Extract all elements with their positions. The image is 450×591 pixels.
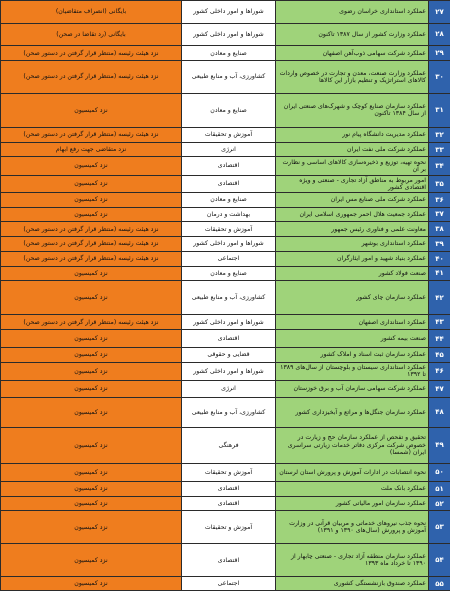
category-cell: کشاورزی، آب و منابع طبیعی (182, 398, 276, 427)
status-cell: نزد کمیسیون (1, 427, 182, 463)
row-number: ۴۸ (429, 398, 450, 427)
subject-cell: عملکرد شرکت ملی صنایع مس ایران (276, 192, 429, 207)
category-cell: اجتماعی (182, 251, 276, 266)
row-number: ۳۲ (429, 127, 450, 142)
subject-cell: عملکرد وزارت کشور از سال ۱۳۸۷ تاکنون (276, 23, 429, 46)
category-cell: آموزش و تحقیقات (182, 463, 276, 481)
table-row (1, 1, 450, 24)
status-cell: نزد کمیسیون (1, 511, 182, 544)
table-row (1, 544, 450, 577)
status-cell: نزد هیئت رئیسه (منتظر قرار گرفتن در دستور صحن) (1, 127, 182, 142)
row-number: ۳۰ (429, 61, 450, 94)
subject-cell: عملکرد استانداری بوشهر (276, 237, 429, 252)
table-row (1, 330, 450, 348)
subject-cell: عملکرد سازمان صنایع کوچک و شهرک‌های صنعتی ایران از سال ۱۳۸۴ تاکنون (276, 93, 429, 127)
row-number: ۳۹ (429, 237, 450, 252)
table-row (1, 157, 450, 175)
table-row (1, 481, 450, 496)
row-number: ۴۲ (429, 281, 450, 315)
subject-cell: صنعت فولاد کشور (276, 266, 429, 281)
subject-cell: عملکرد سازمان چای کشور (276, 281, 429, 315)
subject-cell: عملکرد مدیریت دانشگاه پیام نور (276, 127, 429, 142)
row-number: ۳۴ (429, 157, 450, 175)
subject-cell: تحقیق و تفحص از عملکرد سازمان حج و زیارت در خصوص شرکت مرکزی دفاتر خدمات زیارتی سراسری ایران (شمسا) (276, 427, 429, 463)
row-number: ۴۷ (429, 381, 450, 398)
subject-cell: معاونت علمی و فناوری رئیس جمهور (276, 222, 429, 237)
row-number: ۲۸ (429, 23, 450, 46)
table-row (1, 511, 450, 544)
row-number: ۵۴ (429, 544, 450, 577)
category-cell: کشاورزی، آب و منابع طبیعی (182, 61, 276, 94)
category-cell: صنایع و معادن (182, 192, 276, 207)
subject-cell: نحوه تهیه، توزیع و ذخیره‌سازی کالاهای اساسی و نظارت بر آن (276, 157, 429, 175)
subject-cell: عملکرد استانداری سیستان و بلوچستان از سال‌های ۱۳۸۹ تا ۱۳۹۲ (276, 362, 429, 380)
subject-cell: عملکرد شرکت ملی نفت ایران (276, 142, 429, 157)
subject-cell: عملکرد صندوق بازنشستگی کشوری (276, 577, 429, 591)
status-cell: نزد کمیسیون (1, 330, 182, 348)
status-cell: نزد کمیسیون (1, 577, 182, 591)
subject-cell: عملکرد استانداری خراسان رضوی (276, 1, 429, 24)
row-number: ۵۲ (429, 496, 450, 511)
table-row (1, 46, 450, 61)
table-row (1, 23, 450, 46)
status-cell: نزد کمیسیون (1, 266, 182, 281)
status-cell: نزد هیئت رئیسه (منتظر قرار گرفتن در دستور صحن) (1, 222, 182, 237)
row-number: ۲۹ (429, 46, 450, 61)
category-cell: بهداشت و درمان (182, 207, 276, 222)
category-cell: انرژی (182, 142, 276, 157)
status-cell: نزد کمیسیون (1, 207, 182, 222)
table-row (1, 175, 450, 192)
subject-cell: عملکرد سازمان ثبت اسناد و املاک کشور (276, 348, 429, 363)
subject-cell: امور مربوط به مناطق آزاد تجاری - صنعتی و ویژه اقتصادی کشور (276, 175, 429, 192)
subject-cell: عملکرد سازمان جنگل‌ها و مراتع و آبخیزداری کشور (276, 398, 429, 427)
status-cell: نزد کمیسیون (1, 381, 182, 398)
table-row (1, 222, 450, 237)
table-row (1, 127, 450, 142)
status-cell: نزد هیئت رئیسه (منتظر قرار گرفتن در دستور صحن) (1, 251, 182, 266)
row-number: ۴۴ (429, 330, 450, 348)
status-cell: نزد کمیسیون (1, 192, 182, 207)
row-number: ۵۱ (429, 481, 450, 496)
status-cell: بایگانی (رد تقاضا در صحن) (1, 23, 182, 46)
status-cell: نزد کمیسیون (1, 496, 182, 511)
category-cell: اقتصادی (182, 496, 276, 511)
row-number: ۴۳ (429, 315, 450, 330)
subject-cell: عملکرد بانک ملت (276, 481, 429, 496)
table-row (1, 577, 450, 591)
table-row (1, 362, 450, 380)
category-cell: شوراها و امور داخلی کشور (182, 237, 276, 252)
category-cell: شوراها و امور داخلی کشور (182, 1, 276, 24)
row-number: ۳۵ (429, 175, 450, 192)
subject-cell: عملکرد شرکت سهامی ذوب‌آهن اصفهان (276, 46, 429, 61)
table-row (1, 381, 450, 398)
subject-cell: عملکرد وزارت صنعت، معدن و تجارت در خصوص واردات کالاهای استراتژیک و تنظیم بازار این کالاها (276, 61, 429, 94)
row-number: ۴۹ (429, 427, 450, 463)
table-row (1, 463, 450, 481)
table-row (1, 315, 450, 330)
status-cell: نزد کمیسیون (1, 348, 182, 363)
status-cell: بایگانی (انصراف متقاضیان) (1, 1, 182, 24)
category-cell: فرهنگی (182, 427, 276, 463)
table-row (1, 237, 450, 252)
status-cell: نزد کمیسیون (1, 398, 182, 427)
status-cell: نزد هیئت رئیسه (منتظر قرار گرفتن در دستور صحن) (1, 315, 182, 330)
status-cell: نزد هیئت رئیسه (منتظر قرار گرفتن در دستور صحن) (1, 237, 182, 252)
status-cell: نزد کمیسیون (1, 281, 182, 315)
subject-cell: صنعت بیمه کشور (276, 330, 429, 348)
table-row (1, 61, 450, 94)
category-cell: شوراها و امور داخلی کشور (182, 23, 276, 46)
row-number: ۳۳ (429, 142, 450, 157)
category-cell: شوراها و امور داخلی کشور (182, 315, 276, 330)
category-cell: آموزش و تحقیقات (182, 511, 276, 544)
subject-cell: عملکرد شرکت سهامی سازمان آب و برق خوزستان (276, 381, 429, 398)
row-number: ۳۱ (429, 93, 450, 127)
status-cell: نزد هیئت رئیسه (منتظر قرار گرفتن در دستور صحن) (1, 61, 182, 94)
category-cell: صنایع و معادن (182, 46, 276, 61)
subject-cell: نحوه جذب نیروهای خدماتی و مربیان قرآنی در وزارت آموزش و پرورش (سال‌های ۱۳۹۰ و ۱۳۹۱) (276, 511, 429, 544)
category-cell: آموزش و تحقیقات (182, 222, 276, 237)
category-cell: کشاورزی، آب و منابع طبیعی (182, 281, 276, 315)
table-row (1, 427, 450, 463)
status-cell: نزد کمیسیون (1, 93, 182, 127)
table-row (1, 348, 450, 363)
table-row (1, 281, 450, 315)
category-cell: شوراها و امور داخلی کشور (182, 362, 276, 380)
subject-cell: نحوه انتصابات در ادارات آموزش و پرورش استان لرستان (276, 463, 429, 481)
category-cell: قضایی و حقوقی (182, 348, 276, 363)
category-cell: اجتماعی (182, 577, 276, 591)
row-number: ۳۸ (429, 222, 450, 237)
status-cell: نزد کمیسیون (1, 362, 182, 380)
status-cell: نزد کمیسیون (1, 175, 182, 192)
status-cell: نزد کمیسیون (1, 544, 182, 577)
table-row (1, 142, 450, 157)
category-cell: انرژی (182, 381, 276, 398)
category-cell: اقتصادی (182, 544, 276, 577)
row-number: ۴۶ (429, 362, 450, 380)
category-cell: آموزش و تحقیقات (182, 127, 276, 142)
subject-cell: عملکرد جمعیت هلال احمر جمهوری اسلامی ایران (276, 207, 429, 222)
table-row (1, 251, 450, 266)
table-body (1, 1, 450, 591)
subject-cell: عملکرد استانداری اصفهان (276, 315, 429, 330)
table-row (1, 207, 450, 222)
status-cell: نزد هیئت رئیسه (منتظر قرار گرفتن در دستور صحن) (1, 46, 182, 61)
table-row (1, 496, 450, 511)
table-row (1, 192, 450, 207)
status-cell: نزد کمیسیون (1, 157, 182, 175)
row-number: ۵۰ (429, 463, 450, 481)
row-number: ۴۵ (429, 348, 450, 363)
row-number: ۵۳ (429, 511, 450, 544)
row-number: ۵۵ (429, 577, 450, 591)
row-number: ۳۶ (429, 192, 450, 207)
row-number: ۳۷ (429, 207, 450, 222)
row-number: ۴۱ (429, 266, 450, 281)
category-cell: اقتصادی (182, 175, 276, 192)
table-row (1, 266, 450, 281)
table-row (1, 93, 450, 127)
row-number: ۴۰ (429, 251, 450, 266)
status-cell: نزد کمیسیون (1, 463, 182, 481)
category-cell: صنایع و معادن (182, 93, 276, 127)
status-cell: نزد کمیسیون (1, 481, 182, 496)
subject-cell: عملکرد بنیاد شهید و امور ایثارگران (276, 251, 429, 266)
subject-cell: عملکرد سازمان منطقه آزاد تجاری - صنعتی چابهار از ۱۳۹۰ تا خرداد ماه ۱۳۹۳ (276, 544, 429, 577)
category-cell: اقتصادی (182, 481, 276, 496)
subject-cell: عملکرد سازمان امور مالیاتی کشور (276, 496, 429, 511)
table-row (1, 398, 450, 427)
category-cell: اقتصادی (182, 157, 276, 175)
category-cell: اقتصادی (182, 330, 276, 348)
category-cell: صنایع و معادن (182, 266, 276, 281)
row-number: ۲۷ (429, 1, 450, 24)
status-cell: نزد متقاضی جهت رفع ابهام (1, 142, 182, 157)
